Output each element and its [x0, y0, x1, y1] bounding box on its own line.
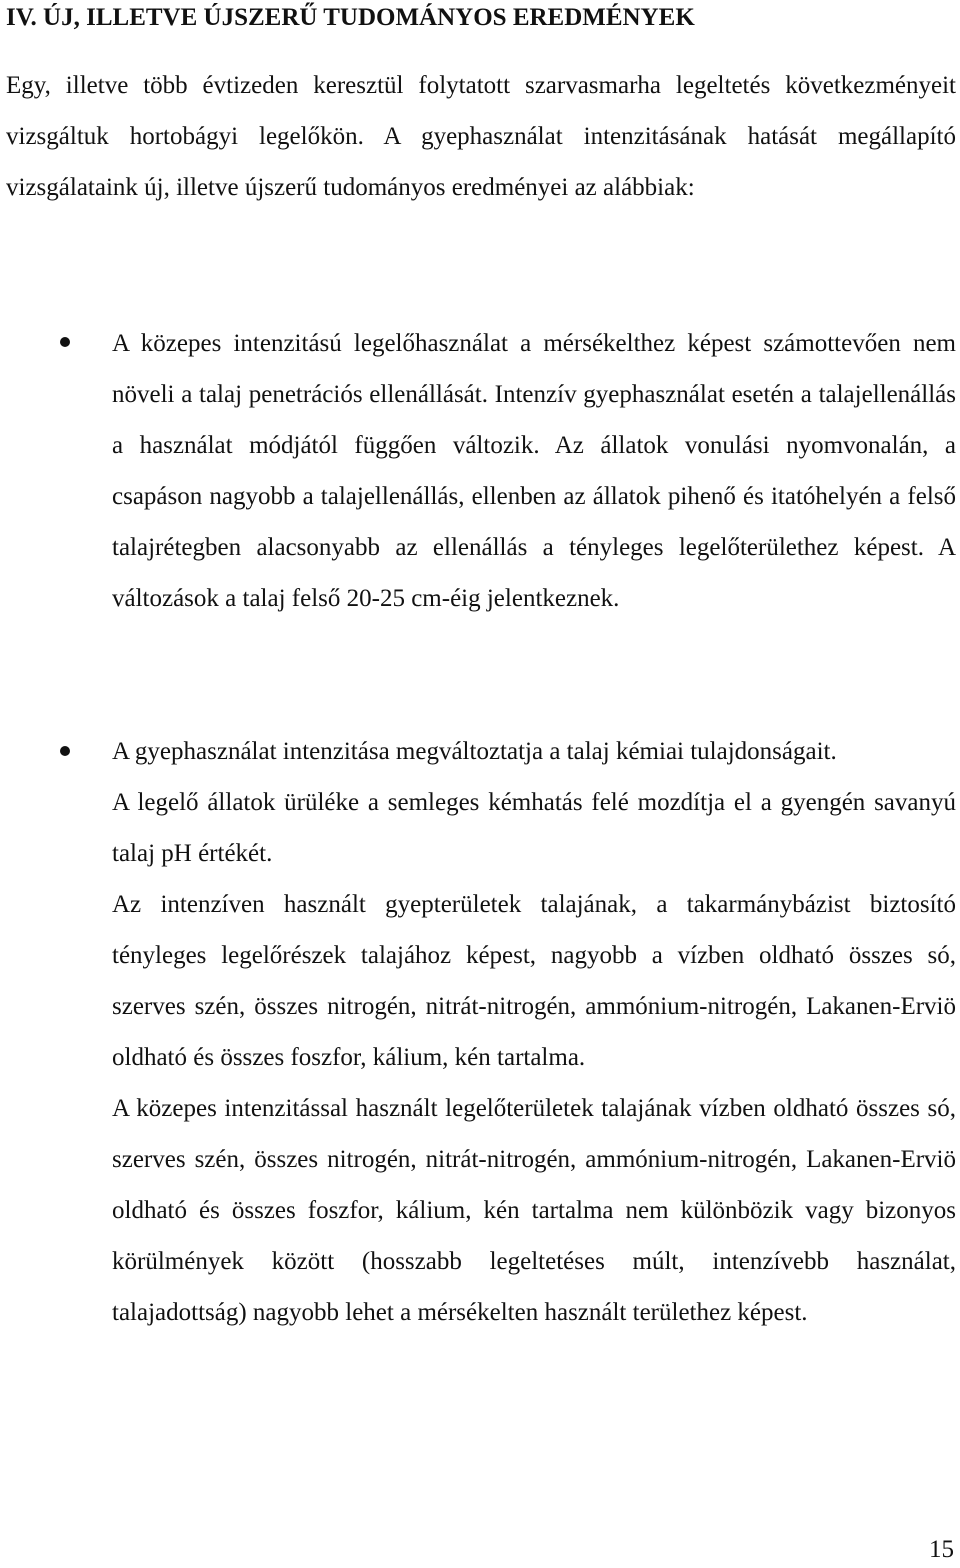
bullet-item-chemistry	[112, 726, 956, 1338]
bullet-paragraph: A közepes intenzitással használt legelőterületek talajának vízben oldható összes só, szerves szén, összes nitrogén, nitrát-nitrogén, ammónium-nitrogén, Lakanen-Erviö oldható és összes foszfor, kálium, kén tartalma nem különbözik vagy bizonyos körülmények között (hosszabb legeltetéses múlt, intenzívebb használat, talajadottság) nagyobb lehet a mérsékelten használt területhez képest.	[112, 1095, 956, 1326]
section-heading: IV. ÚJ, ILLETVE ÚJSZERŰ TUDOMÁNYOS EREDMÉNYEK	[6, 4, 695, 31]
bullet-item-penetration	[112, 318, 956, 624]
bullet-icon	[60, 746, 70, 756]
intro-paragraph: Egy, illetve több évtizeden keresztül folytatott szarvasmarha legeltetés következményeit vizsgáltuk hortobágyi legelőkön. A gyephasználat intenzitásának hatását megállapító vizsgálataink új, illetve újszerű tudományos eredményei az alábbiak:	[6, 72, 956, 201]
bullet-paragraph: A közepes intenzitású legelőhasználat a mérsékelthez képest számottevően nem növeli a talaj penetrációs ellenállását. Intenzív gyephasználat esetén a talajellenállás a használat módjától függően változik. Az állatok vonulási nyomvonalán, a csapáson nagyobb a talajellenállás, ellenben az állatok pihenő és itatóhelyén a felső talajrétegben alacsonyabb az ellenállás a tényleges legelőterülethez képest. A változások a talaj felső 20-25 cm-éig jelentkeznek.	[112, 330, 956, 612]
bullet-paragraph: Az intenzíven használt gyepterületek talajának, a takarmánybázist biztosító tényleges legelőrészek talajához képest, nagyobb a vízben oldható összes só, szerves szén, összes nitrogén, nitrát-nitrogén, ammónium-nitrogén, Lakanen-Erviö oldható és összes foszfor, kálium, kén tartalma.	[112, 891, 956, 1071]
bullet-paragraph: A legelő állatok ürüléke a semleges kémhatás felé mozdítja el a gyengén savanyú talaj pH értékét.	[112, 789, 956, 867]
bullet-paragraph: A gyephasználat intenzitása megváltoztatja a talaj kémiai tulajdonságait.	[112, 738, 837, 765]
page-number: 15	[929, 1536, 954, 1563]
bullet-icon	[60, 337, 70, 347]
